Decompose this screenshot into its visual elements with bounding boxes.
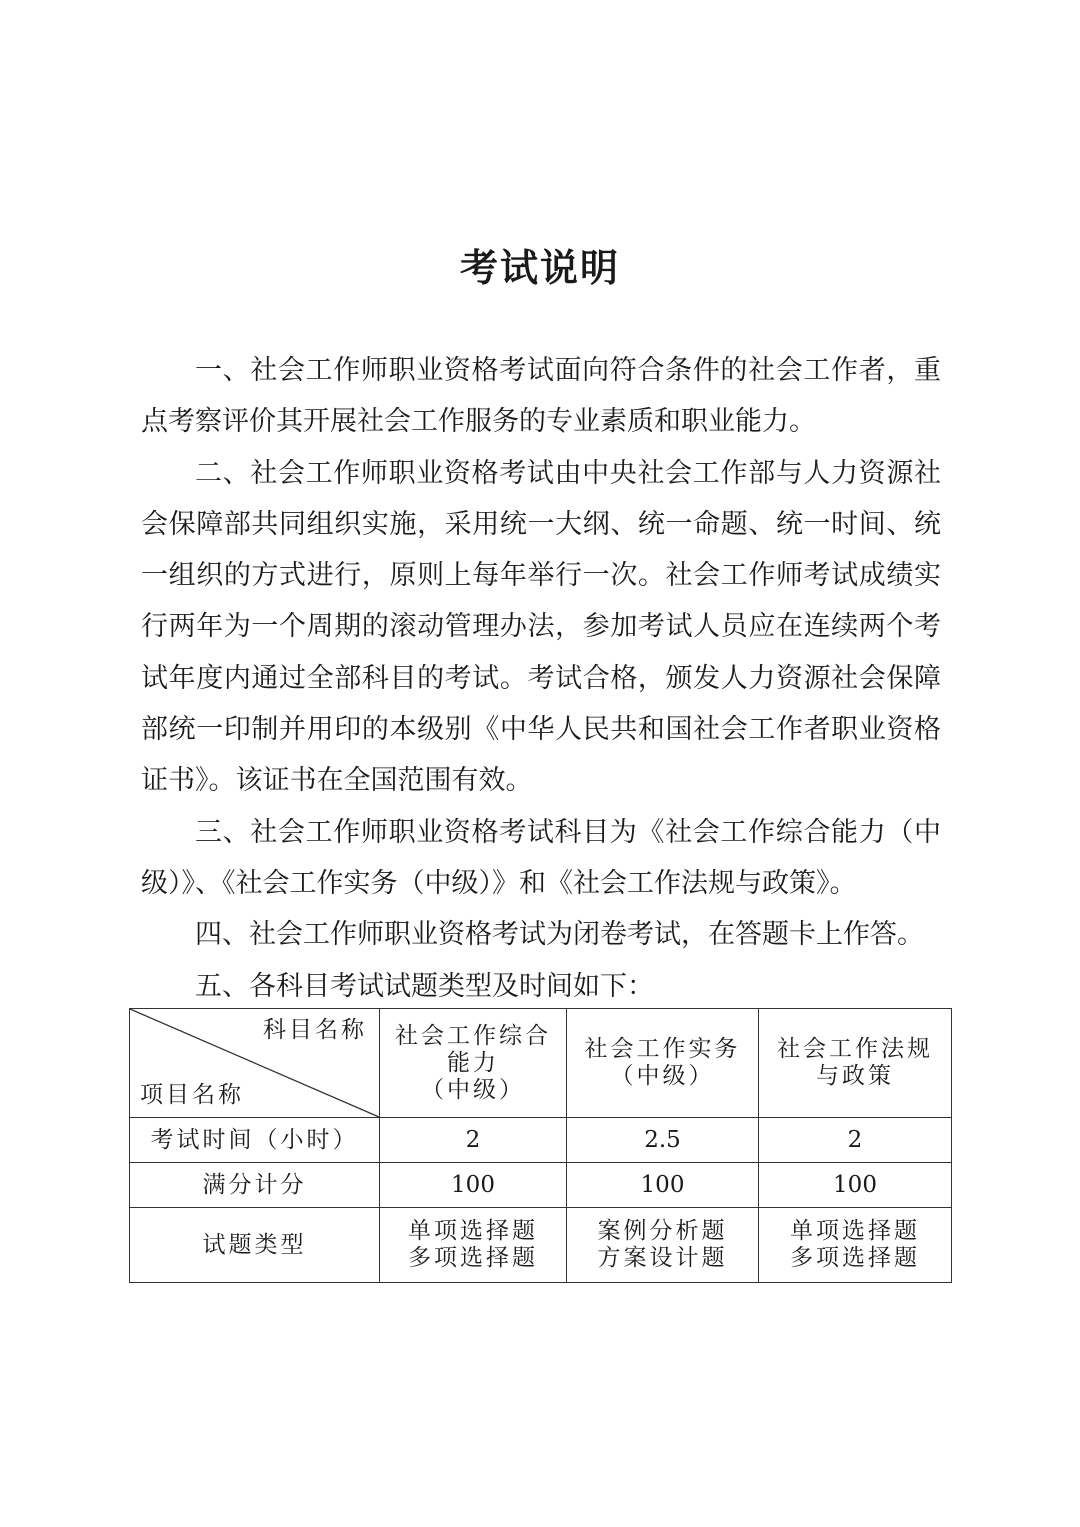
document-body	[141, 345, 941, 1012]
paragraph-3: 三、社会工作师职业资格考试科目为《社会工作综合能力（中级）》、《社会工作实务（中级）》和《社会工作法规与政策》。	[141, 816, 941, 899]
paragraph-1: 一、社会工作师职业资格考试面向符合条件的社会工作者，重点考察评价其开展社会工作服务的专业素质和职业能力。	[141, 355, 941, 438]
table-row	[130, 1208, 952, 1283]
item-name-header: 项目名称	[140, 1082, 244, 1108]
table-cell: 2	[759, 1118, 952, 1163]
table-row	[130, 1118, 952, 1163]
paragraph-2: 二、社会工作师职业资格考试由中央社会工作部与人力资源社会保障部共同组织实施，采用统一大纲、统一命题、统一时间、统一组织的方式进行，原则上每年举行一次。社会工作师考试成绩实行两年为一个周期的滚动管理办法，参加考试人员应在连续两个考试年度内通过全部科目的考试。考试合格，颁发人力资源社会保障部统一印制并用印的本级别《中华人民共和国社会工作者职业资格证书》。该证书在全国范围有效。	[141, 457, 941, 797]
subject-header-2: 社会工作实务 （中级）	[567, 1009, 759, 1118]
exam-info-table	[129, 1008, 952, 1283]
row-label-question-type: 试题类型	[130, 1208, 380, 1283]
table-cell: 单项选择题 多项选择题	[759, 1208, 952, 1283]
row-label-full-score: 满分计分	[130, 1163, 380, 1208]
table-cell: 100	[759, 1163, 952, 1208]
subject-name-header: 科目名称	[263, 1017, 367, 1043]
table-header-row	[130, 1009, 952, 1118]
table-cell: 2	[380, 1118, 567, 1163]
table-cell: 2.5	[567, 1118, 759, 1163]
subject-header-3: 社会工作法规 与政策	[759, 1009, 952, 1118]
table-cell: 单项选择题 多项选择题	[380, 1208, 567, 1283]
diagonal-header-cell	[130, 1009, 380, 1118]
subject-header-1: 社会工作综合 能力 （中级）	[380, 1009, 567, 1118]
table-cell: 案例分析题 方案设计题	[567, 1208, 759, 1283]
table-cell: 100	[567, 1163, 759, 1208]
page-title: 考试说明	[459, 245, 620, 290]
table-cell: 100	[380, 1163, 567, 1208]
paragraph-5: 五、各科目考试试题类型及时间如下：	[195, 970, 654, 1002]
row-label-exam-time: 考试时间（小时）	[130, 1118, 380, 1163]
table-row	[130, 1163, 952, 1208]
paragraph-4: 四、社会工作师职业资格考试为闭卷考试，在答题卡上作答。	[195, 919, 924, 951]
